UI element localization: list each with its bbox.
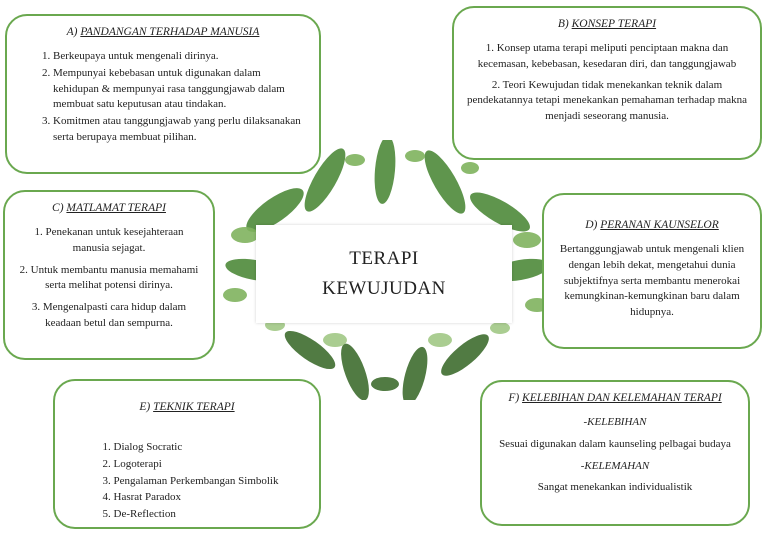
box-e-heading xyxy=(67,399,307,416)
box-e-list xyxy=(96,440,279,525)
box-f-title: KELEBIHAN DAN KELEMAHAN TERAPI xyxy=(522,392,722,404)
box-b-heading xyxy=(466,16,748,33)
list-item: 1. Dialog Socratic xyxy=(114,440,279,456)
box-b-title: KONSEP TERAPI xyxy=(571,18,657,30)
weakness-text: Sangat menekankan individualistik xyxy=(537,481,693,494)
box-f-prefix: F) xyxy=(508,392,523,404)
list-item: 2. Teori Kewujudan tidak menekankan teknik dalam pendekatannya tetapi menekankan pemahaman terhadap makna menjadi seseorang manusia. xyxy=(466,78,748,123)
box-a-list xyxy=(19,49,307,147)
list-item: 1. Konsep utama terapi meliputi penciptaan makna dan kecemasan, kebebasan, kesedaran diri, dan tanggungjawab xyxy=(477,41,737,70)
box-kelebihan-kelemahan xyxy=(480,380,750,526)
box-d-heading xyxy=(556,217,748,234)
box-a-prefix: A) xyxy=(66,26,81,38)
box-konsep-terapi xyxy=(452,6,762,160)
list-item: 1. Penekanan untuk kesejahteraan manusia sejagat. xyxy=(34,225,184,254)
center-title-line1: TERAPI xyxy=(349,247,419,269)
box-d-title: PERANAN KAUNSELOR xyxy=(600,219,719,231)
box-d-text: Bertanggungjawab untuk mengenali klien dengan lebih dekat, mengetahui dunia subjektifnya serta membantu menerokai kemungkinan-kemungkinan baru dalam hidupnya. xyxy=(559,242,745,319)
list-item: 3. Pengalaman Perkembangan Simbolik xyxy=(114,474,279,490)
box-pandangan-terhadap-manusia xyxy=(5,14,321,174)
list-item: 1. Berkeupaya untuk mengenali dirinya. xyxy=(53,49,301,65)
center-title-line2: KEWUJUDAN xyxy=(322,278,446,299)
list-item: 2. Untuk membantu manusia memahami serta melihat potensi dirinya. xyxy=(19,263,199,292)
box-d-prefix: D) xyxy=(585,219,601,231)
box-peranan-kaunselor xyxy=(542,193,762,349)
list-item: 4. Hasrat Paradox xyxy=(114,490,279,506)
box-c-prefix: C) xyxy=(52,202,67,214)
box-e-title: TEKNIK TERAPI xyxy=(153,401,235,413)
strength-label: -KELEBIHAN xyxy=(583,415,647,428)
list-item: 3. Mengenalpasti cara hidup dalam keadaan betul dan sempurna. xyxy=(31,301,187,330)
center-title-box xyxy=(256,225,512,323)
box-b-prefix: B) xyxy=(557,18,572,30)
box-matlamat-terapi xyxy=(3,190,215,360)
box-e-prefix: E) xyxy=(139,401,154,413)
list-item: 2. Logoterapi xyxy=(114,457,279,473)
box-a-heading xyxy=(19,24,307,41)
box-teknik-terapi xyxy=(53,379,321,529)
box-a-title: PANDANGAN TERHADAP MANUSIA xyxy=(80,26,260,38)
strength-text: Sesuai digunakan dalam kaunseling pelbagai budaya xyxy=(499,437,731,450)
list-item: 2. Mempunyai kebebasan untuk digunakan dalam kehidupan & mempunyai rasa tanggungjawab dalam membuat satu keputusan atau tindakan. xyxy=(53,66,301,114)
box-f-heading xyxy=(494,390,736,407)
box-c-title: MATLAMAT TERAPI xyxy=(66,202,166,214)
box-c-heading xyxy=(17,200,201,217)
list-item: 5. De-Reflection xyxy=(114,507,279,523)
list-item: 3. Komitmen atau tanggungjawab yang perlu dilaksanakan serta berupaya membuat pilihan. xyxy=(53,114,301,146)
weakness-label: -KELEMAHAN xyxy=(580,459,650,472)
